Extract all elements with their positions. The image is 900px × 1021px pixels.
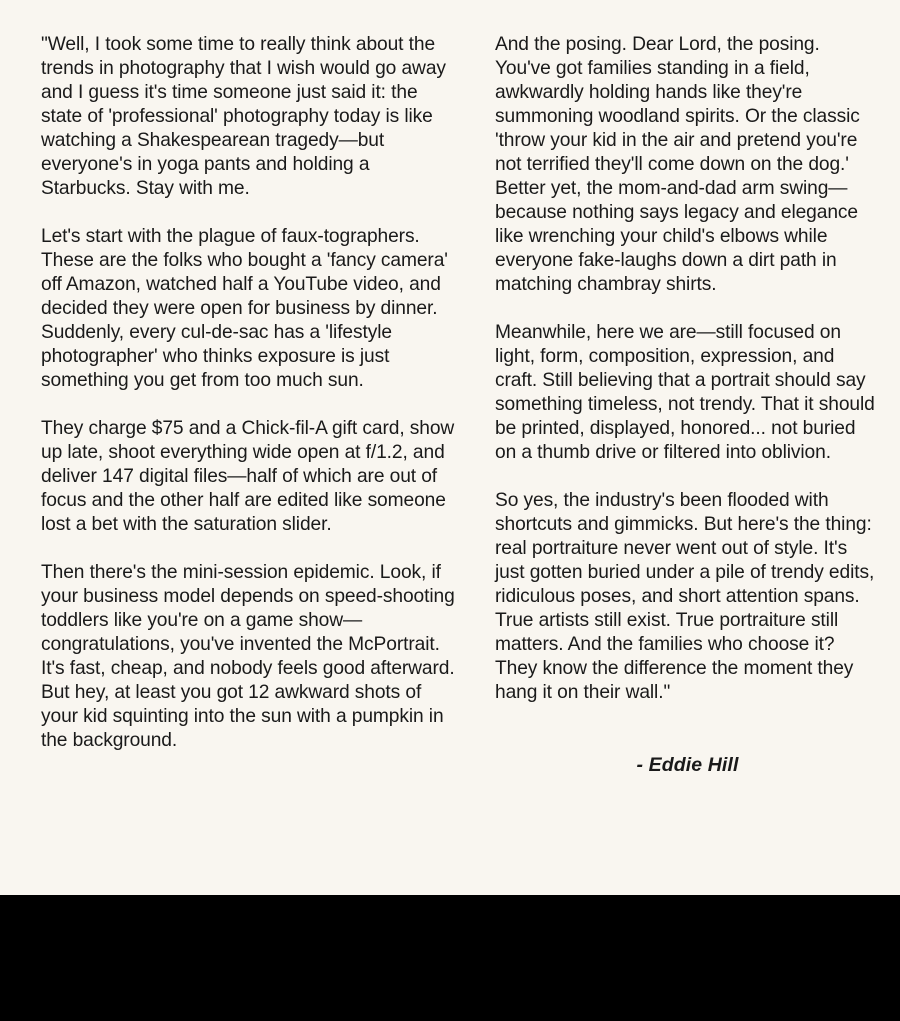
attribution-container — [495, 753, 880, 777]
paragraph: They charge $75 and a Chick-fil-A gift card, show up late, shoot everything wide open at f/1.2, and deliver 147 digital files—half of which are out of focus and the other half are edited like someone lost a bet with the saturation slider. — [41, 418, 455, 535]
paragraph: Then there's the mini-session epidemic. Look, if your business model depends on speed-shooting toddlers like you're on a game show—congratulations, you've invented the McPortrait. It's fast, cheap, and nobody feels good afterward. But hey, at least you got 12 awkward shots of your kid squinting into the sun with a pumpkin in the background. — [41, 562, 455, 751]
two-column-text-layout — [41, 33, 880, 873]
paragraph: Meanwhile, here we are—still focused on light, form, composition, expression, and craft. Still believing that a portrait should say something timeless, not trendy. That it should be printed, displayed, honored... not buried on a thumb drive or filtered into oblivion. — [495, 322, 875, 463]
paragraph: Let's start with the plague of faux-tographers. These are the folks who bought a 'fancy camera' off Amazon, watched half a YouTube video, and decided they were open for business by dinner. Suddenly, every cul-de-sac has a 'lifestyle photographer' who thinks exposure is just something you get from too much sun. — [41, 226, 448, 391]
paragraph: And the posing. Dear Lord, the posing. You've got families standing in a field, awkwardly holding hands like they're summoning woodland spirits. Or the classic 'throw your kid in the air and pretend you're not terrified they'll come down on the dog.' Better yet, the mom-and-dad arm swing—because nothing says legacy and elegance like wrenching your child's elbows while everyone fake-laughs down a dirt path in matching chambray shirts. — [495, 34, 860, 295]
footer-bar — [0, 895, 900, 1021]
paragraph: "Well, I took some time to really think about the trends in photography that I wish would go away and I guess it's time someone just said it: the state of 'professional' photography today is like watching a Shakespearean tragedy—but everyone's in yoga pants and holding a Starbucks. Stay with me. — [41, 34, 446, 199]
left-text-column — [41, 33, 456, 753]
paragraph: So yes, the industry's been flooded with shortcuts and gimmicks. But here's the thing: real portraiture never went out of style. It's just gotten buried under a pile of trendy edits, ridiculous poses, and short attention spans. True artists still exist. True portraiture still matters. And the families who choose it? They know the difference the moment they hang it on their wall." — [495, 490, 875, 703]
right-text-column — [495, 33, 880, 777]
quote-attribution: - Eddie Hill — [636, 754, 739, 776]
